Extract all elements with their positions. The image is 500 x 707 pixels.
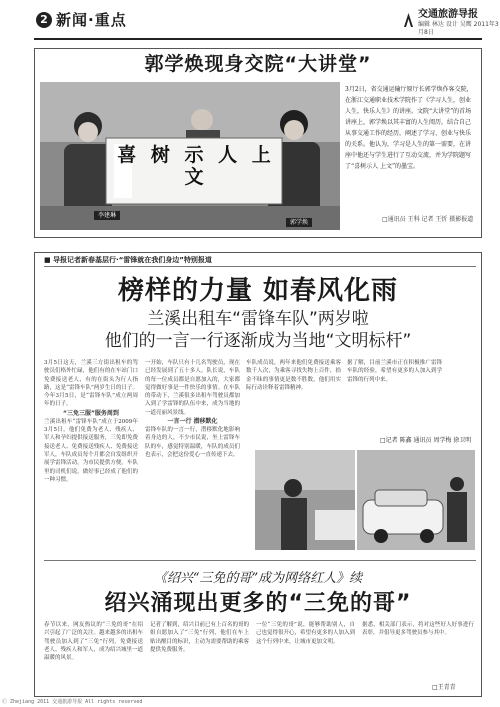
feature-col4-para: 据了解，目前兰溪市正在积极推广雷锋车队的经验，希望有更多的人加入到学雷锋的行列中来。 [347, 360, 442, 383]
second-column-1: 春节以来，网友热议的“三免的哥”在绍兴引起了广泛的关注。越来越多的出租车驾驶员加入到了“三免”行列，免费接送老人、残疾人和军人，成为绍兴城里一道温暖的风景。 [44, 622, 143, 662]
second-story-kicker: 《绍兴“三免的哥”成为网络红人》续 [153, 571, 363, 586]
feature-col3-para: 车队成员说，两年来他们免费接送乘客数千人次，为乘客寻找失物上百件，拾金不昧的事情更是数不胜数，他们用实际行动诠释着雷锋精神。 [246, 360, 341, 391]
page-footer: Ⓒ Zhejiang 2011 交通旅游导报 All rights reserved [2, 699, 143, 705]
second-story-title: 绍兴涌现出更多的“三免的哥” [104, 591, 412, 616]
topic-line: ■ 导报记者新春基层行·“雷锋就在我们身边”特别报道 [44, 256, 212, 264]
feature-column-4 [347, 359, 442, 415]
feature-subtitle-2: 他们的一言一行逐渐成为当地“文明标杆” [104, 331, 412, 351]
newspaper-name: 交通旅游导报 [418, 9, 478, 20]
feature-subhead-1: “三免三服”服务周到 [63, 409, 119, 417]
second-story-author: □王青青 [432, 684, 456, 691]
calligraphy-text: 喜 树 示 人 上 文 [117, 144, 275, 188]
driver-photo [255, 450, 355, 550]
newspaper-date: 编辑 林达 设计 吴鹰 2011年3月8日 [418, 21, 499, 36]
name-badge-left: 李建琳 [94, 211, 120, 220]
header-rule [34, 38, 482, 40]
section-title: 新闻·重点 [56, 11, 127, 29]
feature-col1-para: 3月5日这天，兰溪三方街出租车的驾驶员们格外忙碌，他们有的在车站门口免费接送老人，有的在街头为行人指路，这是“雷锋车队”两岁生日的日子。今年3月5日，是“雷锋车队”成立两周年的日子。 [44, 360, 138, 408]
taxi-photo-illustration [357, 450, 475, 550]
feature-col2-para: 一开始，车队只有十几名驾驶员，现在已经发展到了五十多人。队长说，车队的每一位成员都是自愿加入的，大家都觉得做好事是一件快乐的事情。在车队的带动下，兰溪很多出租车驾驶员都加入到了学雷锋的队伍中来，成为当地的一道亮丽风景线。 [145, 360, 240, 416]
feature-col2-para-2: 雷锋车队的一言一行，潜移默化地影响着身边的人，不少市民说，坐上雷锋车队的车，感觉特别温暖，车队的成员们也表示，会把这份爱心一直传递下去。 [145, 427, 240, 458]
top-story-title: 郭学焕现身交院“大讲堂” [144, 53, 372, 75]
feature-subtitle-1: 兰溪出租车“雷锋车队”两岁啦 [147, 309, 369, 329]
driver-photo-illustration [255, 450, 355, 550]
newspaper-logo-icon [402, 11, 415, 29]
name-badge-right: 郭学焕 [286, 218, 312, 227]
feature-column-2 [145, 359, 240, 552]
top-story-caption: 3月2日，省交通运输厅原厅长郭学焕作客交院，在浙江交通职业技术学院作了《学习人生，创业人生，快乐人生》的讲座。文院“大讲堂”的首场讲座上，郭学焕以其丰富的人生阅历，结合自己从事交通工作的经历，阐述了学习、创业与快乐的关系。他认为，学习是人生的第一需要，在讲座中他还与学生进行了互动交流，并为学院题写了“喜树示人 上文”的墨宝。 [345, 86, 473, 170]
second-column-3: 一位“三免的哥”说，能够帮助别人，自己也觉得很开心，希望有更多的人加入到这个行列中来，让城市更加文明。 [256, 622, 355, 645]
feature-column-3 [246, 359, 341, 439]
feature-subhead-2: 一言一行 潜移默化 [167, 418, 218, 426]
page-number: 2 [36, 12, 52, 28]
feature-column-1 [44, 359, 138, 552]
photo-credit: □通讯员 王科 记者 王忻 摄影报道 [382, 216, 474, 223]
taxi-photo [357, 450, 475, 550]
topic-rule [44, 266, 476, 267]
section-divider [44, 560, 476, 561]
feature-col1-para-2: 兰溪出租车“雷锋车队”成立于2009年3月5日，他们免费为老人、残疾人、军人和孕妇提供接送服务，三免即免费接送老人、免费接送残疾人、免费接送军人，车队成员每个月都会自发组织开展学雷锋活动，为市民提供方便。车队里的司机们说，做好事已经成了他们的一种习惯。 [44, 418, 138, 483]
second-column-4: 据悉，相关部门表示，将对这些好人好事进行表彰，并倡导更多驾驶员参与其中。 [362, 622, 474, 637]
feature-byline: □记者 陈鑫 通讯员 周学梅 徐卫明 [380, 437, 472, 444]
second-column-2: 记者了解到，绍兴目前已有上百名的哥的姐自愿加入了“三免”行列，他们在车上贴出醒目的标识，主动为需要帮助的乘客提供免费服务。 [150, 622, 249, 653]
feature-title: 榜样的力量 如春风化雨 [117, 276, 399, 306]
